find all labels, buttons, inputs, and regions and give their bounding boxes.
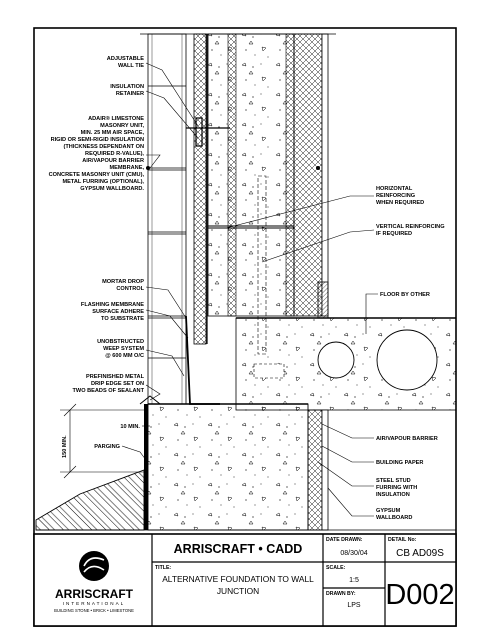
label-assembly-6: REQUIRED R-VALUE), [85, 151, 144, 157]
label-vertical-2: IF REQUIRED [376, 231, 413, 237]
label-insulation-1: INSULATION [110, 84, 144, 90]
pipe-large-right [377, 330, 437, 390]
label-weep-3: @ 600 MM O/C [105, 353, 144, 359]
label-assembly-5: (THICKNESS DEPENDANT ON [63, 144, 144, 150]
company-name: ARRISCRAFT • CADD [173, 542, 303, 556]
label-10-min: 10 MIN. [120, 424, 140, 430]
label-horizontal-1: HORIZONTAL [376, 186, 413, 192]
title-line-2: JUNCTION [216, 586, 260, 596]
logo-name: ARRISCRAFT [55, 587, 133, 601]
label-assembly-10: METAL FURRING (OPTIONAL), [62, 179, 144, 185]
label-steel-stud-2: FURRING WITH [376, 485, 418, 491]
label-insulation-2: RETAINER [115, 91, 144, 97]
date-label: DATE DRAWN: [326, 537, 363, 543]
stud-wall-below [308, 410, 328, 530]
label-vertical-1: VERTICAL REINFORCING [376, 224, 445, 230]
labels-left [49, 56, 145, 450]
label-weep-2: WEEP SYSTEM [103, 346, 144, 352]
drawn-value: LPS [347, 602, 361, 609]
cmu-block [208, 34, 294, 354]
label-parging: PARGING [94, 444, 120, 450]
detail-label: DETAIL No: [388, 537, 417, 543]
detail-value: CB AD09S [396, 548, 444, 559]
sheet-number: D002 [385, 579, 455, 611]
label-assembly-3: MIN. 25 MM AIR SPACE, [80, 130, 144, 136]
label-flashing-1: FLASHING MEMBRANE [80, 302, 144, 308]
label-floor: FLOOR BY OTHER [380, 292, 430, 298]
label-mortar-2: CONTROL [116, 286, 144, 292]
logo-sub: INTERNATIONAL [62, 601, 126, 606]
title-label: TITLE: [155, 565, 172, 571]
title-block [34, 534, 456, 626]
label-assembly-2: MASONRY UNIT, [100, 123, 144, 129]
label-steel-stud-3: INSULATION [376, 492, 410, 498]
label-building-paper: BUILDING PAPER [376, 460, 424, 466]
logo-tagline: BUILDING STONE • BRICK • LIMESTONE [54, 608, 134, 613]
label-drip-1: PREFINISHED METAL [85, 374, 144, 380]
label-flashing-2: SURFACE ADHERE [92, 309, 144, 315]
label-assembly-1: ADAIR® LIMESTONE [88, 116, 144, 122]
label-assembly-11: GYPSUM WALLBOARD. [80, 186, 144, 192]
label-horizontal-3: WHEN REQUIRED [376, 200, 425, 206]
label-horizontal-2: REINFORCING [376, 193, 416, 199]
label-gypsum-2: WALLBOARD [376, 515, 413, 521]
label-assembly-8: MEMBRANE, [109, 165, 144, 171]
label-assembly-7: AIR/VAPOUR BARRIER [82, 158, 144, 164]
label-wall-tie-1: ADJUSTABLE [106, 56, 144, 62]
label-assembly-9: CONCRETE MASONRY UNIT (CMU), [48, 172, 144, 178]
label-150-min: 150 MIN. [62, 435, 68, 458]
date-value: 08/30/04 [340, 550, 368, 557]
dimension-150 [60, 404, 144, 478]
scale-value: 1:5 [349, 577, 359, 584]
label-steel-stud-1: STEEL STUD [376, 478, 411, 484]
label-flashing-3: TO SUBSTRATE [101, 316, 144, 322]
limestone-masonry [148, 34, 186, 404]
grade-earth [36, 470, 144, 530]
scale-label: SCALE: [326, 565, 346, 571]
label-air-vapour: AIR/VAPOUR BARRIER [376, 436, 438, 442]
pipe-small-left [318, 342, 354, 378]
rigid-insulation [194, 34, 206, 344]
label-drip-3: TWO BEADS OF SEALANT [72, 388, 144, 394]
title-line-1: ALTERNATIVE FOUNDATION TO WALL [162, 574, 314, 584]
label-assembly-4: RIGID OR SEMI-RIGID INSULATION [50, 137, 144, 143]
label-weep-1: UNOBSTRUCTED [97, 339, 144, 345]
label-gypsum-1: GYPSUM [376, 508, 401, 514]
floor-slab [236, 318, 456, 410]
label-wall-tie-2: WALL TIE [118, 63, 144, 69]
label-drip-2: DRIP EDGE SET ON [90, 381, 144, 387]
gypsum-furring [294, 34, 328, 316]
label-mortar-1: MORTAR DROP [102, 279, 144, 285]
drawn-label: DRAWN BY: [326, 591, 356, 597]
